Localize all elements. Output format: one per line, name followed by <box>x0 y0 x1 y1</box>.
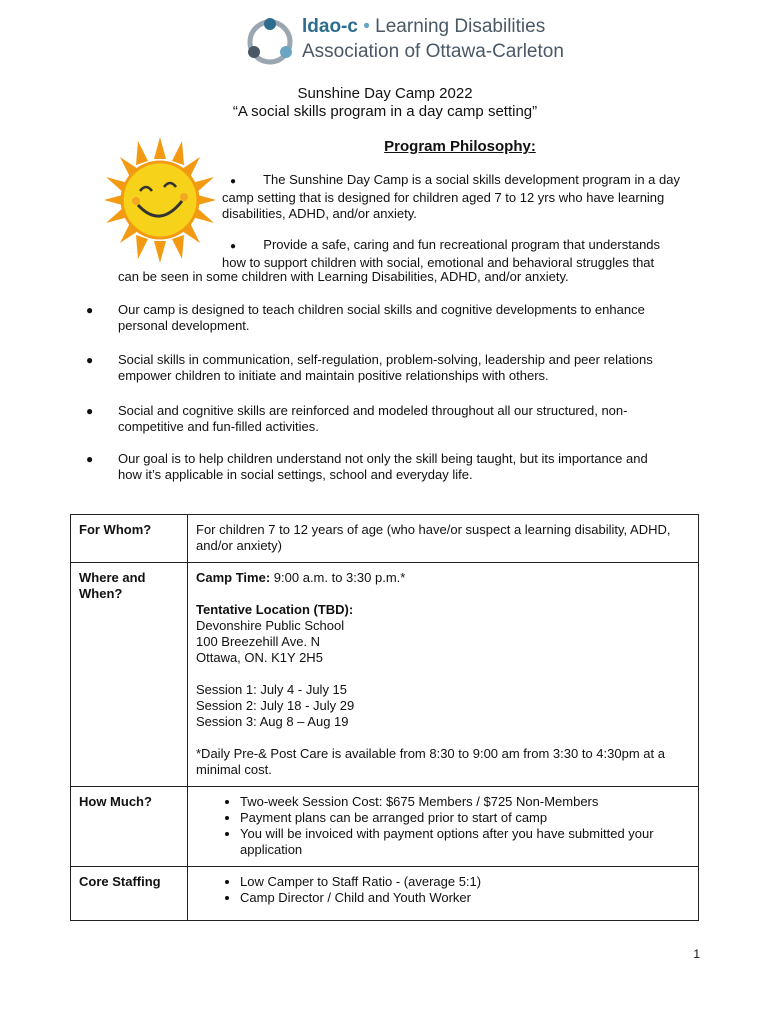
bullet-4-line-1: Our goal is to help children understand not only the skill being taught, but its importance and <box>118 451 648 466</box>
bullet-4-line-2: how it’s applicable in social settings, school and everyday life. <box>118 467 473 482</box>
logo-dot: • <box>363 16 370 37</box>
bullet-1-line-1: Our camp is designed to teach children social skills and cognitive developments to enhance <box>118 302 645 317</box>
bullet-1-line-2: personal development. <box>118 318 250 333</box>
location-line-3: Ottawa, ON. K1Y 2H5 <box>196 650 323 665</box>
camp-time-label: Camp Time: <box>196 570 271 585</box>
session-2: Session 2: July 18 - July 29 <box>196 698 355 713</box>
ratio-item: • Low Camper to Staff Ratio - (average 5:1) <box>240 874 690 890</box>
camp-time-line <box>196 570 690 586</box>
intro-1-line-3: disabilities, ADHD, and/or anxiety. <box>222 206 417 221</box>
intro-paragraph-2 <box>222 237 702 271</box>
table-row-for-whom <box>71 515 699 563</box>
intro-2-line-2: how to support children with social, emotional and behavioral struggles that <box>222 255 655 270</box>
where-when-value <box>188 563 699 787</box>
payment-plan-item: • Payment plans can be arranged prior to start of camp <box>240 810 690 826</box>
philosophy-bullet-4 <box>86 451 706 483</box>
camp-time-value: 9:00 a.m. to 3:30 p.m.* <box>273 570 406 585</box>
bullet-glyph: ● <box>86 353 94 367</box>
logo-line-1-text: Learning Disabilities <box>375 16 546 37</box>
logo-figures-icon <box>242 12 298 68</box>
location-line-2: 100 Breezehill Ave. N <box>196 634 321 649</box>
invoice-item: • You will be invoiced with payment options after you have submitted your application <box>240 826 690 858</box>
bullet-3-line-2: competitive and fun-filled activities. <box>118 419 319 434</box>
table-row-how-much <box>71 787 699 867</box>
association-logo <box>242 10 564 66</box>
intro-2-tail: can be seen in some children with Learning Disabilities, ADHD, and/or anxiety. <box>118 269 569 284</box>
bullet-glyph: ● <box>230 241 237 252</box>
logo-brand: ldao-c <box>302 16 358 37</box>
camp-subtitle: “A social skills program in a day camp setting” <box>232 103 538 120</box>
camp-info-table <box>70 514 699 921</box>
for-whom-label: For Whom? <box>71 515 188 563</box>
intro-1-lead: The Sunshine Day Camp is a social skills development program in a day <box>263 172 680 187</box>
philosophy-bullet-2 <box>86 352 706 384</box>
session-3: Session 3: Aug 8 – Aug 19 <box>196 714 349 729</box>
bullet-glyph: ● <box>230 176 237 187</box>
bullet-3-line-1: Social and cognitive skills are reinforced and modeled throughout all our structured, non- <box>118 403 628 418</box>
care-note: *Daily Pre-& Post Care is available from 8:30 to 9:00 am from 3:30 to 4:30pm at a minimal cost. <box>196 746 665 777</box>
location-line-1: Devonshire Public School <box>196 618 345 633</box>
director-item: • Camp Director / Child and Youth Worker <box>240 890 690 906</box>
philosophy-bullet-3 <box>86 403 706 435</box>
smiling-sun-icon <box>102 135 218 265</box>
session-1: Session 1: July 4 - July 15 <box>196 682 348 697</box>
bullet-glyph: ● <box>86 404 94 418</box>
bullet-glyph: ● <box>86 303 94 317</box>
camp-title: Sunshine Day Camp 2022 <box>297 85 473 102</box>
core-staffing-value <box>188 867 699 921</box>
core-staffing-label: Core Staffing <box>71 867 188 921</box>
table-row-core-staffing <box>71 867 699 921</box>
philosophy-bullet-1 <box>86 302 706 334</box>
how-much-value <box>188 787 699 867</box>
intro-1-line-2: camp setting that is designed for children aged 7 to 12 yrs who have learning <box>222 190 665 205</box>
bullet-2-line-1: Social skills in communication, self-regulation, problem-solving, leadership and peer relations <box>118 352 653 367</box>
logo-line-2: Association of Ottawa-Carleton <box>302 41 564 62</box>
intro-paragraph-1 <box>222 172 702 222</box>
cost-item: • Two-week Session Cost: $675 Members / $725 Non-Members <box>240 794 690 810</box>
table-row-where-when <box>71 563 699 787</box>
location-label: Tentative Location (TBD): <box>196 602 354 617</box>
bullet-glyph: ● <box>86 452 94 466</box>
intro-2-lead: Provide a safe, caring and fun recreational program that understands <box>263 237 661 252</box>
for-whom-value: For children 7 to 12 years of age (who have/or suspect a learning disability, ADHD, and/or anxiety) <box>188 515 699 563</box>
logo-line-1 <box>302 16 545 38</box>
how-much-label: How Much? <box>71 787 188 867</box>
where-when-label: Where and When? <box>71 563 188 787</box>
page-number: 1 <box>693 947 700 961</box>
program-philosophy-heading: Program Philosophy: <box>384 138 536 155</box>
bullet-2-line-2: empower children to initiate and maintain positive relationships with others. <box>118 368 549 383</box>
